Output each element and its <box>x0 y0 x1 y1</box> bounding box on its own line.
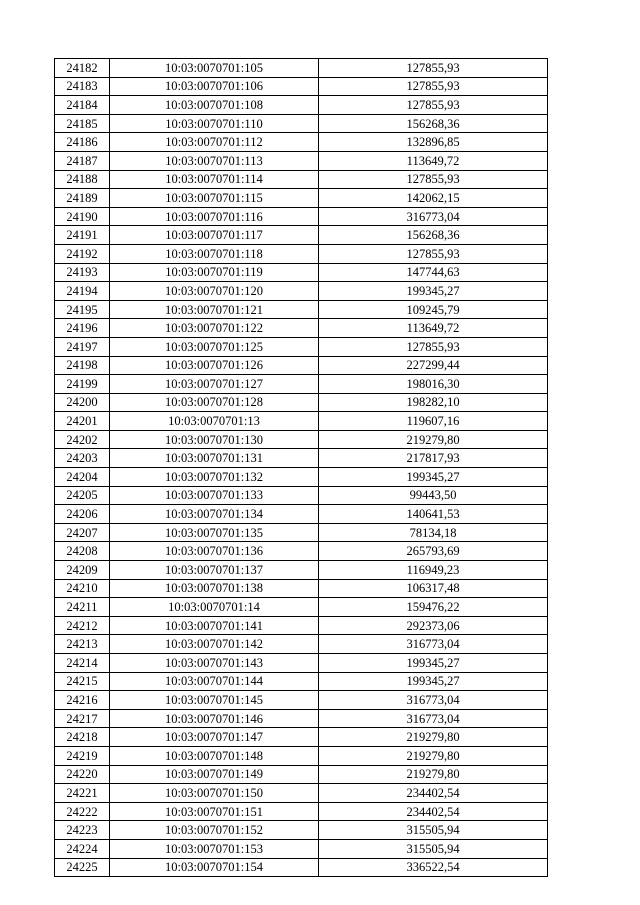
value-cell: 336522,54 <box>319 858 548 877</box>
cadastral-number-cell: 10:03:0070701:113 <box>110 151 319 170</box>
value-cell: 116949,23 <box>319 561 548 580</box>
row-number-cell: 24209 <box>55 561 110 580</box>
cadastral-number-cell: 10:03:0070701:115 <box>110 189 319 208</box>
table-row <box>55 839 548 858</box>
table-row <box>55 821 548 840</box>
table-row <box>55 765 548 784</box>
cadastral-number-cell: 10:03:0070701:133 <box>110 486 319 505</box>
row-number-cell: 24218 <box>55 728 110 747</box>
value-cell: 113649,72 <box>319 151 548 170</box>
cadastral-number-cell: 10:03:0070701:151 <box>110 802 319 821</box>
table-row <box>55 244 548 263</box>
table-row <box>55 523 548 542</box>
table-row <box>55 616 548 635</box>
value-cell: 199345,27 <box>319 672 548 691</box>
cadastral-number-cell: 10:03:0070701:13 <box>110 412 319 431</box>
table-row <box>55 337 548 356</box>
row-number-cell: 24196 <box>55 319 110 338</box>
value-cell: 199345,27 <box>319 282 548 301</box>
cadastral-number-cell: 10:03:0070701:149 <box>110 765 319 784</box>
row-number-cell: 24205 <box>55 486 110 505</box>
row-number-cell: 24185 <box>55 114 110 133</box>
cadastral-number-cell: 10:03:0070701:153 <box>110 839 319 858</box>
value-cell: 127855,93 <box>319 337 548 356</box>
table-row <box>55 561 548 580</box>
table-row <box>55 746 548 765</box>
row-number-cell: 24202 <box>55 430 110 449</box>
cadastral-number-cell: 10:03:0070701:108 <box>110 96 319 115</box>
value-cell: 227299,44 <box>319 356 548 375</box>
cadastral-number-cell: 10:03:0070701:127 <box>110 375 319 394</box>
cadastral-number-cell: 10:03:0070701:131 <box>110 449 319 468</box>
row-number-cell: 24190 <box>55 207 110 226</box>
row-number-cell: 24213 <box>55 635 110 654</box>
table-row <box>55 59 548 78</box>
row-number-cell: 24189 <box>55 189 110 208</box>
cadastral-number-cell: 10:03:0070701:128 <box>110 393 319 412</box>
cadastral-number-cell: 10:03:0070701:136 <box>110 542 319 561</box>
cadastral-number-cell: 10:03:0070701:137 <box>110 561 319 580</box>
value-cell: 127855,93 <box>319 244 548 263</box>
value-cell: 156268,36 <box>319 114 548 133</box>
row-number-cell: 24188 <box>55 170 110 189</box>
value-cell: 147744,63 <box>319 263 548 282</box>
cadastral-number-cell: 10:03:0070701:135 <box>110 523 319 542</box>
row-number-cell: 24201 <box>55 412 110 431</box>
cadastral-number-cell: 10:03:0070701:114 <box>110 170 319 189</box>
cadastral-number-cell: 10:03:0070701:116 <box>110 207 319 226</box>
row-number-cell: 24223 <box>55 821 110 840</box>
row-number-cell: 24210 <box>55 579 110 598</box>
cadastral-number-cell: 10:03:0070701:152 <box>110 821 319 840</box>
value-cell: 316773,04 <box>319 691 548 710</box>
row-number-cell: 24225 <box>55 858 110 877</box>
row-number-cell: 24211 <box>55 598 110 617</box>
table-row <box>55 133 548 152</box>
table-row <box>55 468 548 487</box>
table-row <box>55 598 548 617</box>
table-row <box>55 77 548 96</box>
row-number-cell: 24187 <box>55 151 110 170</box>
cadastral-number-cell: 10:03:0070701:122 <box>110 319 319 338</box>
cadastral-number-cell: 10:03:0070701:119 <box>110 263 319 282</box>
value-cell: 199345,27 <box>319 468 548 487</box>
value-cell: 219279,80 <box>319 430 548 449</box>
row-number-cell: 24207 <box>55 523 110 542</box>
row-number-cell: 24193 <box>55 263 110 282</box>
table-row <box>55 170 548 189</box>
value-cell: 78134,18 <box>319 523 548 542</box>
value-cell: 315505,94 <box>319 839 548 858</box>
table-row <box>55 709 548 728</box>
table-row <box>55 151 548 170</box>
value-cell: 234402,54 <box>319 802 548 821</box>
table-row <box>55 282 548 301</box>
row-number-cell: 24194 <box>55 282 110 301</box>
table-row <box>55 691 548 710</box>
cadastral-value-table <box>54 58 548 877</box>
table-row <box>55 542 548 561</box>
row-number-cell: 24204 <box>55 468 110 487</box>
value-cell: 127855,93 <box>319 96 548 115</box>
cadastral-number-cell: 10:03:0070701:125 <box>110 337 319 356</box>
value-cell: 109245,79 <box>319 300 548 319</box>
value-cell: 142062,15 <box>319 189 548 208</box>
cadastral-number-cell: 10:03:0070701:134 <box>110 505 319 524</box>
cadastral-number-cell: 10:03:0070701:117 <box>110 226 319 245</box>
value-cell: 316773,04 <box>319 709 548 728</box>
value-cell: 140641,53 <box>319 505 548 524</box>
value-cell: 156268,36 <box>319 226 548 245</box>
table-row <box>55 207 548 226</box>
cadastral-number-cell: 10:03:0070701:147 <box>110 728 319 747</box>
value-cell: 315505,94 <box>319 821 548 840</box>
value-cell: 132896,85 <box>319 133 548 152</box>
table-row <box>55 784 548 803</box>
table-row <box>55 226 548 245</box>
value-cell: 316773,04 <box>319 635 548 654</box>
cadastral-number-cell: 10:03:0070701:105 <box>110 59 319 78</box>
row-number-cell: 24200 <box>55 393 110 412</box>
row-number-cell: 24222 <box>55 802 110 821</box>
table-row <box>55 263 548 282</box>
table-row <box>55 654 548 673</box>
value-cell: 127855,93 <box>319 170 548 189</box>
value-cell: 217817,93 <box>319 449 548 468</box>
table-row <box>55 412 548 431</box>
cadastral-number-cell: 10:03:0070701:141 <box>110 616 319 635</box>
table-row <box>55 635 548 654</box>
table-row <box>55 430 548 449</box>
row-number-cell: 24182 <box>55 59 110 78</box>
table-row <box>55 449 548 468</box>
row-number-cell: 24199 <box>55 375 110 394</box>
value-cell: 127855,93 <box>319 59 548 78</box>
value-cell: 219279,80 <box>319 746 548 765</box>
value-cell: 99443,50 <box>319 486 548 505</box>
row-number-cell: 24208 <box>55 542 110 561</box>
cadastral-number-cell: 10:03:0070701:154 <box>110 858 319 877</box>
cadastral-number-cell: 10:03:0070701:110 <box>110 114 319 133</box>
table-row <box>55 189 548 208</box>
cadastral-number-cell: 10:03:0070701:121 <box>110 300 319 319</box>
cadastral-number-cell: 10:03:0070701:112 <box>110 133 319 152</box>
cadastral-number-cell: 10:03:0070701:145 <box>110 691 319 710</box>
table-row <box>55 728 548 747</box>
value-cell: 113649,72 <box>319 319 548 338</box>
table-row <box>55 858 548 877</box>
row-number-cell: 24215 <box>55 672 110 691</box>
table-row <box>55 319 548 338</box>
table-row <box>55 300 548 319</box>
table-row <box>55 375 548 394</box>
table-row <box>55 393 548 412</box>
cadastral-number-cell: 10:03:0070701:146 <box>110 709 319 728</box>
table-row <box>55 672 548 691</box>
value-cell: 292373,06 <box>319 616 548 635</box>
table-row <box>55 579 548 598</box>
row-number-cell: 24203 <box>55 449 110 468</box>
cadastral-number-cell: 10:03:0070701:143 <box>110 654 319 673</box>
value-cell: 265793,69 <box>319 542 548 561</box>
row-number-cell: 24184 <box>55 96 110 115</box>
row-number-cell: 24220 <box>55 765 110 784</box>
value-cell: 199345,27 <box>319 654 548 673</box>
row-number-cell: 24221 <box>55 784 110 803</box>
cadastral-number-cell: 10:03:0070701:150 <box>110 784 319 803</box>
value-cell: 219279,80 <box>319 728 548 747</box>
table-body <box>55 59 548 877</box>
cadastral-number-cell: 10:03:0070701:138 <box>110 579 319 598</box>
row-number-cell: 24183 <box>55 77 110 96</box>
value-cell: 219279,80 <box>319 765 548 784</box>
value-cell: 198282,10 <box>319 393 548 412</box>
table-row <box>55 356 548 375</box>
value-cell: 127855,93 <box>319 77 548 96</box>
value-cell: 106317,48 <box>319 579 548 598</box>
row-number-cell: 24206 <box>55 505 110 524</box>
value-cell: 234402,54 <box>319 784 548 803</box>
cadastral-number-cell: 10:03:0070701:118 <box>110 244 319 263</box>
row-number-cell: 24214 <box>55 654 110 673</box>
value-cell: 159476,22 <box>319 598 548 617</box>
table-row <box>55 802 548 821</box>
table-row <box>55 114 548 133</box>
value-cell: 316773,04 <box>319 207 548 226</box>
row-number-cell: 24192 <box>55 244 110 263</box>
cadastral-number-cell: 10:03:0070701:132 <box>110 468 319 487</box>
table-row <box>55 505 548 524</box>
row-number-cell: 24191 <box>55 226 110 245</box>
table-row <box>55 486 548 505</box>
row-number-cell: 24197 <box>55 337 110 356</box>
row-number-cell: 24198 <box>55 356 110 375</box>
cadastral-number-cell: 10:03:0070701:14 <box>110 598 319 617</box>
value-cell: 119607,16 <box>319 412 548 431</box>
row-number-cell: 24219 <box>55 746 110 765</box>
row-number-cell: 24212 <box>55 616 110 635</box>
row-number-cell: 24186 <box>55 133 110 152</box>
cadastral-number-cell: 10:03:0070701:148 <box>110 746 319 765</box>
cadastral-number-cell: 10:03:0070701:106 <box>110 77 319 96</box>
cadastral-number-cell: 10:03:0070701:120 <box>110 282 319 301</box>
row-number-cell: 24224 <box>55 839 110 858</box>
cadastral-number-cell: 10:03:0070701:126 <box>110 356 319 375</box>
row-number-cell: 24195 <box>55 300 110 319</box>
cadastral-number-cell: 10:03:0070701:130 <box>110 430 319 449</box>
row-number-cell: 24217 <box>55 709 110 728</box>
value-cell: 198016,30 <box>319 375 548 394</box>
row-number-cell: 24216 <box>55 691 110 710</box>
cadastral-number-cell: 10:03:0070701:144 <box>110 672 319 691</box>
table-row <box>55 96 548 115</box>
cadastral-number-cell: 10:03:0070701:142 <box>110 635 319 654</box>
